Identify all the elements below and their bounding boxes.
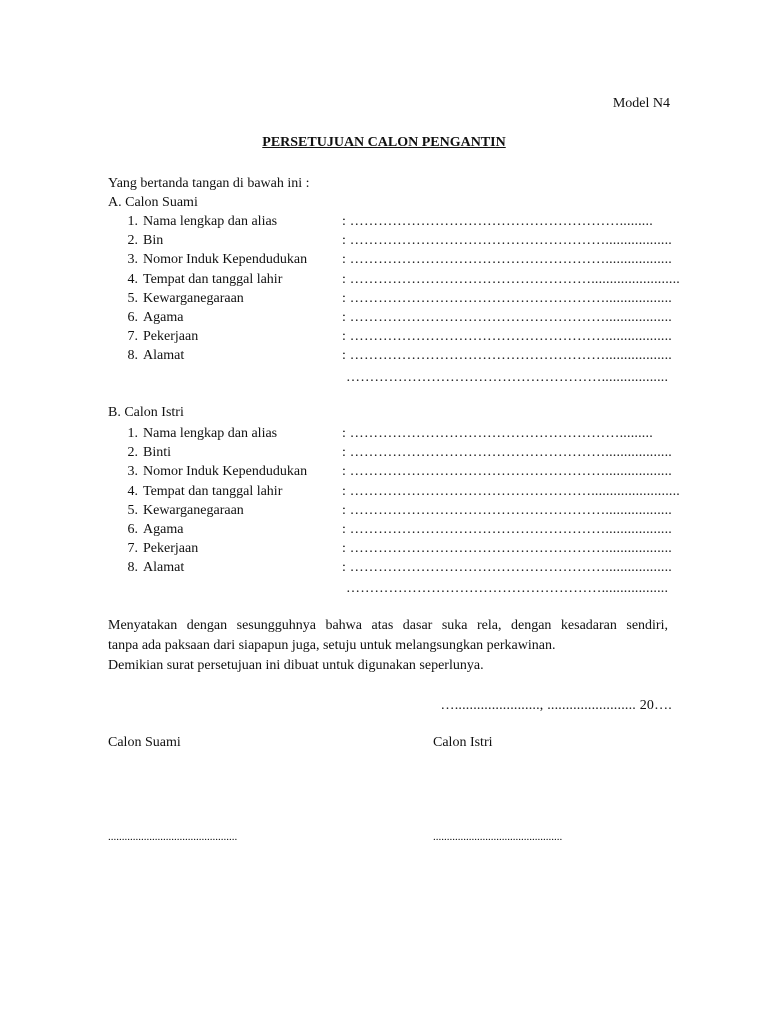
form-field-row	[124, 271, 684, 290]
signature-label-istri: Calon Istri	[433, 735, 493, 750]
field-number: 3.	[127, 252, 138, 268]
field-label: Nama lengkap dan alias	[143, 426, 278, 441]
form-field-row	[124, 232, 684, 251]
form-field-row	[124, 347, 684, 366]
field-fill-line[interactable]: : ………………………………………………..................	[342, 445, 672, 461]
form-field-row	[124, 425, 684, 444]
field-fill-line[interactable]: : ………………………………………………..................	[342, 348, 672, 364]
field-number: 8.	[127, 348, 138, 364]
field-fill-line[interactable]: : ………………………………………………..................	[342, 310, 672, 325]
field-fill-line[interactable]: : ………………………………………………….........	[342, 426, 653, 441]
form-field-row	[124, 290, 684, 309]
field-label: Binti	[143, 445, 172, 461]
section-a-address-continuation[interactable]: ………………………………………………..................	[346, 370, 669, 385]
statement-line: Demikian surat persetujuan ini dibuat untuk digunakan seperlunya.	[108, 658, 484, 673]
field-fill-line[interactable]: : ………………………………………………..................	[342, 502, 672, 518]
field-fill-line[interactable]: : ………………………………………………….........	[342, 214, 653, 229]
form-field-row	[124, 251, 684, 270]
field-number: 8.	[127, 560, 138, 576]
signature-line-suami[interactable]: ...............................................	[108, 831, 238, 843]
section-b-heading: B. Calon Istri	[108, 405, 184, 420]
form-field-row	[124, 559, 684, 578]
field-number: 1.	[127, 214, 138, 229]
statement-paragraph	[108, 616, 668, 676]
form-field-row	[124, 309, 684, 328]
form-field-row	[124, 463, 684, 482]
section-a-heading: A. Calon Suami	[108, 195, 198, 210]
form-field-row	[124, 540, 684, 559]
field-number: 6.	[127, 522, 138, 537]
section-b-address-continuation[interactable]: ………………………………………………..................	[346, 581, 669, 596]
field-number: 7.	[127, 329, 138, 345]
signature-line-istri[interactable]: ...............................................	[433, 831, 563, 843]
field-number: 6.	[127, 310, 138, 325]
field-label: Pekerjaan	[143, 329, 199, 345]
field-number: 5.	[127, 290, 138, 306]
field-label: Bin	[143, 233, 164, 249]
form-field-row	[124, 213, 684, 232]
field-fill-line[interactable]: : ……………………………………………........................	[342, 271, 680, 287]
field-label: Alamat	[143, 348, 185, 364]
field-label: Agama	[143, 310, 184, 325]
date-place-line[interactable]: …......................., ........................ 20….	[440, 698, 672, 713]
field-label: Alamat	[143, 560, 185, 576]
field-number: 5.	[127, 502, 138, 518]
document-title: PERSETUJUAN CALON PENGANTIN	[262, 135, 506, 150]
field-fill-line[interactable]: : ………………………………………………..................	[342, 329, 672, 345]
field-number: 1.	[127, 426, 138, 441]
field-label: Kewarganegaraan	[143, 502, 244, 518]
field-fill-line[interactable]: : ………………………………………………..................	[342, 560, 672, 576]
field-number: 4.	[127, 271, 138, 287]
form-field-row	[124, 502, 684, 521]
field-number: 2.	[127, 445, 138, 461]
form-field-row	[124, 328, 684, 347]
statement-line: tanpa ada paksaan dari siapapun juga, setuju untuk melangsungkan perkawinan.	[108, 638, 556, 653]
field-fill-line[interactable]: : ………………………………………………..................	[342, 290, 672, 306]
intro-text: Yang bertanda tangan di bawah ini :	[108, 176, 310, 191]
field-fill-line[interactable]: : ………………………………………………..................	[342, 522, 672, 537]
form-field-row	[124, 444, 684, 463]
field-label: Tempat dan tanggal lahir	[143, 483, 283, 499]
model-code: Model N4	[612, 96, 670, 111]
field-label: Nomor Induk Kependudukan	[143, 464, 308, 480]
field-label: Nama lengkap dan alias	[143, 214, 278, 229]
field-fill-line[interactable]: : ………………………………………………..................	[342, 541, 672, 557]
form-field-row	[124, 483, 684, 502]
field-fill-line[interactable]: : ………………………………………………..................	[342, 252, 672, 268]
field-label: Kewarganegaraan	[143, 290, 244, 306]
signature-label-suami: Calon Suami	[108, 735, 181, 750]
field-number: 4.	[127, 483, 138, 499]
statement-line: Menyatakan dengan sesungguhnya bahwa atas dasar suka rela, dengan kesadaran sendiri,	[108, 618, 668, 633]
field-label: Nomor Induk Kependudukan	[143, 252, 308, 268]
field-label: Pekerjaan	[143, 541, 199, 557]
field-fill-line[interactable]: : ……………………………………………........................	[342, 483, 680, 499]
form-field-row	[124, 521, 684, 540]
field-fill-line[interactable]: : ………………………………………………..................	[342, 464, 672, 480]
field-label: Agama	[143, 522, 184, 537]
field-number: 7.	[127, 541, 138, 557]
field-label: Tempat dan tanggal lahir	[143, 271, 283, 287]
field-number: 2.	[127, 233, 138, 249]
field-fill-line[interactable]: : ………………………………………………..................	[342, 233, 672, 249]
field-number: 3.	[127, 464, 138, 480]
